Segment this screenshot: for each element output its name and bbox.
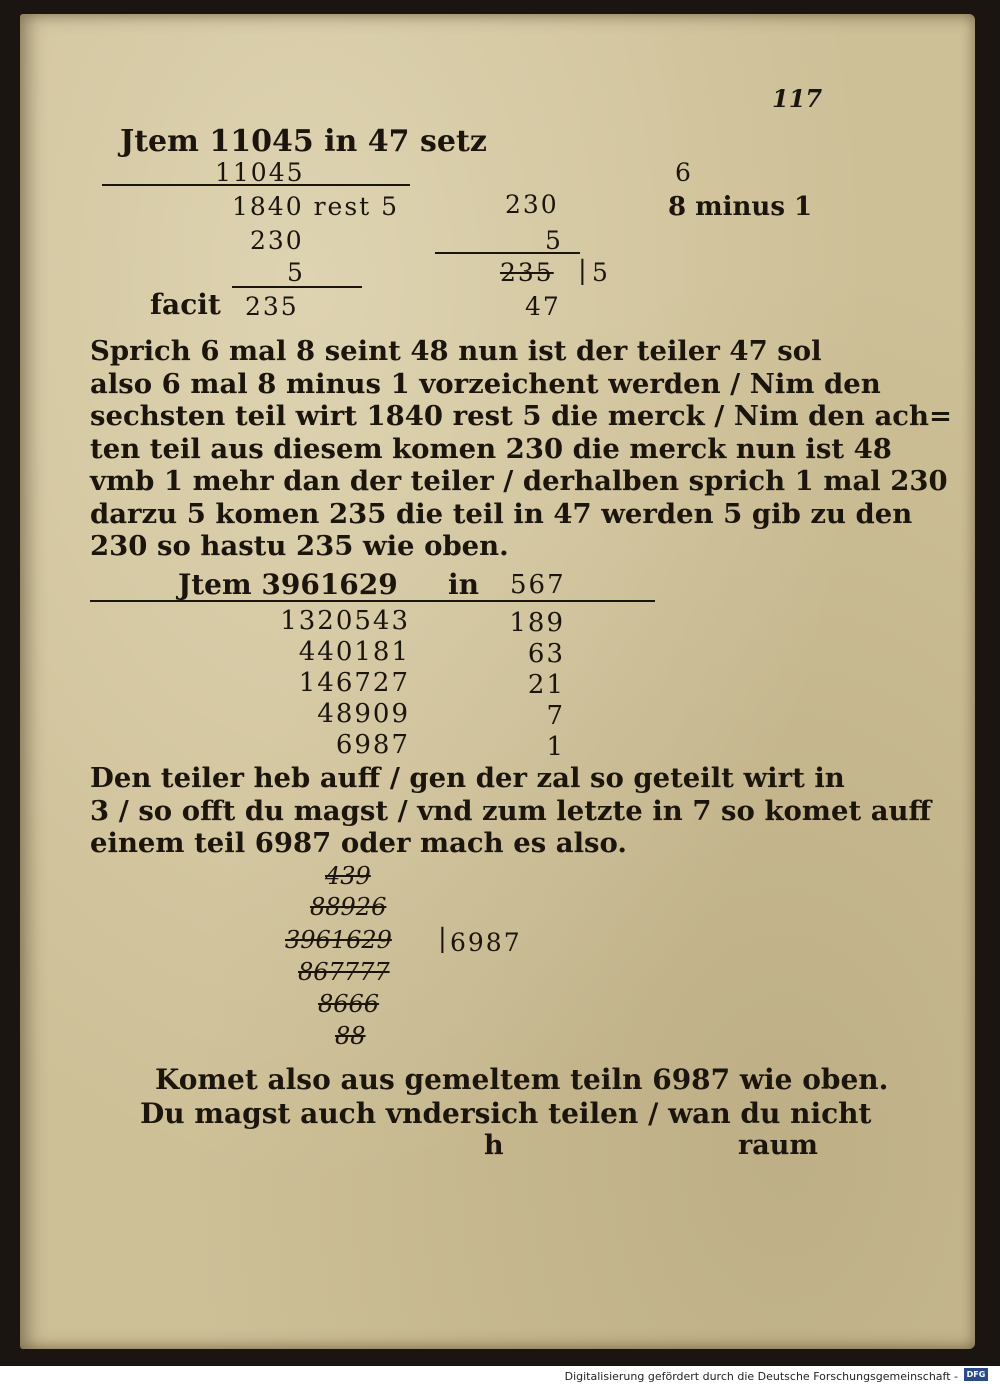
paragraph1 bbox=[90, 335, 952, 563]
scratch-separator: | bbox=[438, 924, 447, 954]
example2-row-left: 440181 bbox=[298, 637, 410, 667]
example2-row-left: 1320543 bbox=[280, 606, 410, 636]
example1-middle-separator: | bbox=[578, 256, 587, 286]
example2-row-right: 189 bbox=[509, 608, 565, 638]
paragraph2-line: Den teiler heb auff / gen der zal so geteilt wirt in bbox=[90, 762, 845, 794]
example2-row-left: 146727 bbox=[298, 668, 410, 698]
example1-quotient-step2: 230 bbox=[250, 226, 304, 255]
example2-row-right: 21 bbox=[527, 670, 565, 700]
example1-right-bottom: 8 minus 1 bbox=[668, 192, 813, 222]
example1-middle-value-b: 5 bbox=[545, 226, 563, 255]
paragraph1-line: 230 so hastu 235 wie oben. bbox=[90, 530, 509, 562]
paragraph1-line: vmb 1 mehr dan der teiler / derhalben sprich 1 mal 230 bbox=[90, 465, 948, 497]
example2-row-right: 63 bbox=[527, 639, 565, 669]
scratch-result: 6987 bbox=[450, 928, 522, 957]
example1-heading: Jtem 11045 in 47 setz bbox=[120, 124, 487, 159]
paragraph2 bbox=[90, 762, 931, 860]
paragraph3-line2: Du magst auch vndersich teilen / wan du nicht bbox=[140, 1097, 872, 1130]
example1-right-top: 6 bbox=[675, 158, 693, 187]
paragraph1-line: ten teil aus diesem komen 230 die merck nun ist 48 bbox=[90, 432, 892, 465]
scratch-line: 439 bbox=[325, 862, 371, 890]
paragraph1-line: Sprich 6 mal 8 seint 48 nun ist der teiler 47 sol bbox=[90, 335, 822, 367]
example2-row-right: 1 bbox=[546, 732, 565, 762]
scratch-line: 8666 bbox=[318, 990, 380, 1018]
paragraph1-line: sechsten teil wirt 1840 rest 5 die merck / Nim den ach= bbox=[90, 400, 953, 432]
example1-facit-value: 235 bbox=[245, 292, 299, 321]
scratch-line: 3961629 bbox=[285, 926, 392, 954]
catchword: raum bbox=[738, 1130, 818, 1161]
example2-divisor: 567 bbox=[510, 570, 566, 600]
digitization-credit: Digitalisierung gefördert durch die Deutsche Forschungsgemeinschaft - bbox=[564, 1370, 958, 1383]
example2-row-right: 7 bbox=[546, 701, 565, 731]
scratch-line: 867777 bbox=[298, 958, 390, 986]
paragraph2-line: einem teil 6987 oder mach es also. bbox=[90, 827, 627, 859]
page-folio: 117 bbox=[772, 84, 823, 113]
example1-middle-divisor: 5 bbox=[592, 258, 610, 287]
paragraph2-line: 3 / so offt du magst / vnd zum letzte in 7 so komet auff bbox=[90, 794, 932, 827]
example1-add-value: 5 bbox=[287, 258, 305, 287]
example2-in-label: in bbox=[448, 568, 479, 601]
signature-mark: h bbox=[484, 1130, 504, 1161]
dfg-logo: DFG bbox=[964, 1368, 988, 1381]
scratch-line: 88 bbox=[335, 1022, 366, 1050]
example1-facit-label: facit bbox=[150, 288, 221, 321]
example1-quotient-step1: 1840 rest 5 bbox=[232, 192, 400, 221]
example1-dividend: 11045 bbox=[215, 158, 305, 187]
paragraph1-line: also 6 mal 8 minus 1 vorzeichent werden / Nim den bbox=[90, 367, 881, 400]
example1-middle-value-a: 230 bbox=[505, 190, 559, 219]
example2-row-left: 48909 bbox=[317, 699, 410, 729]
paragraph1-line: darzu 5 komen 235 die teil in 47 werden 5 gib zu den bbox=[90, 497, 913, 530]
example1-middle-value-c: 235 bbox=[500, 258, 554, 287]
paragraph3-line1: Komet also aus gemeltem teiln 6987 wie oben. bbox=[155, 1063, 889, 1096]
scratch-line: 88926 bbox=[310, 893, 387, 921]
example2-row-left: 6987 bbox=[335, 730, 410, 760]
example2-heading: Jtem 3961629 bbox=[178, 568, 398, 601]
example1-middle-result: 47 bbox=[525, 292, 561, 321]
